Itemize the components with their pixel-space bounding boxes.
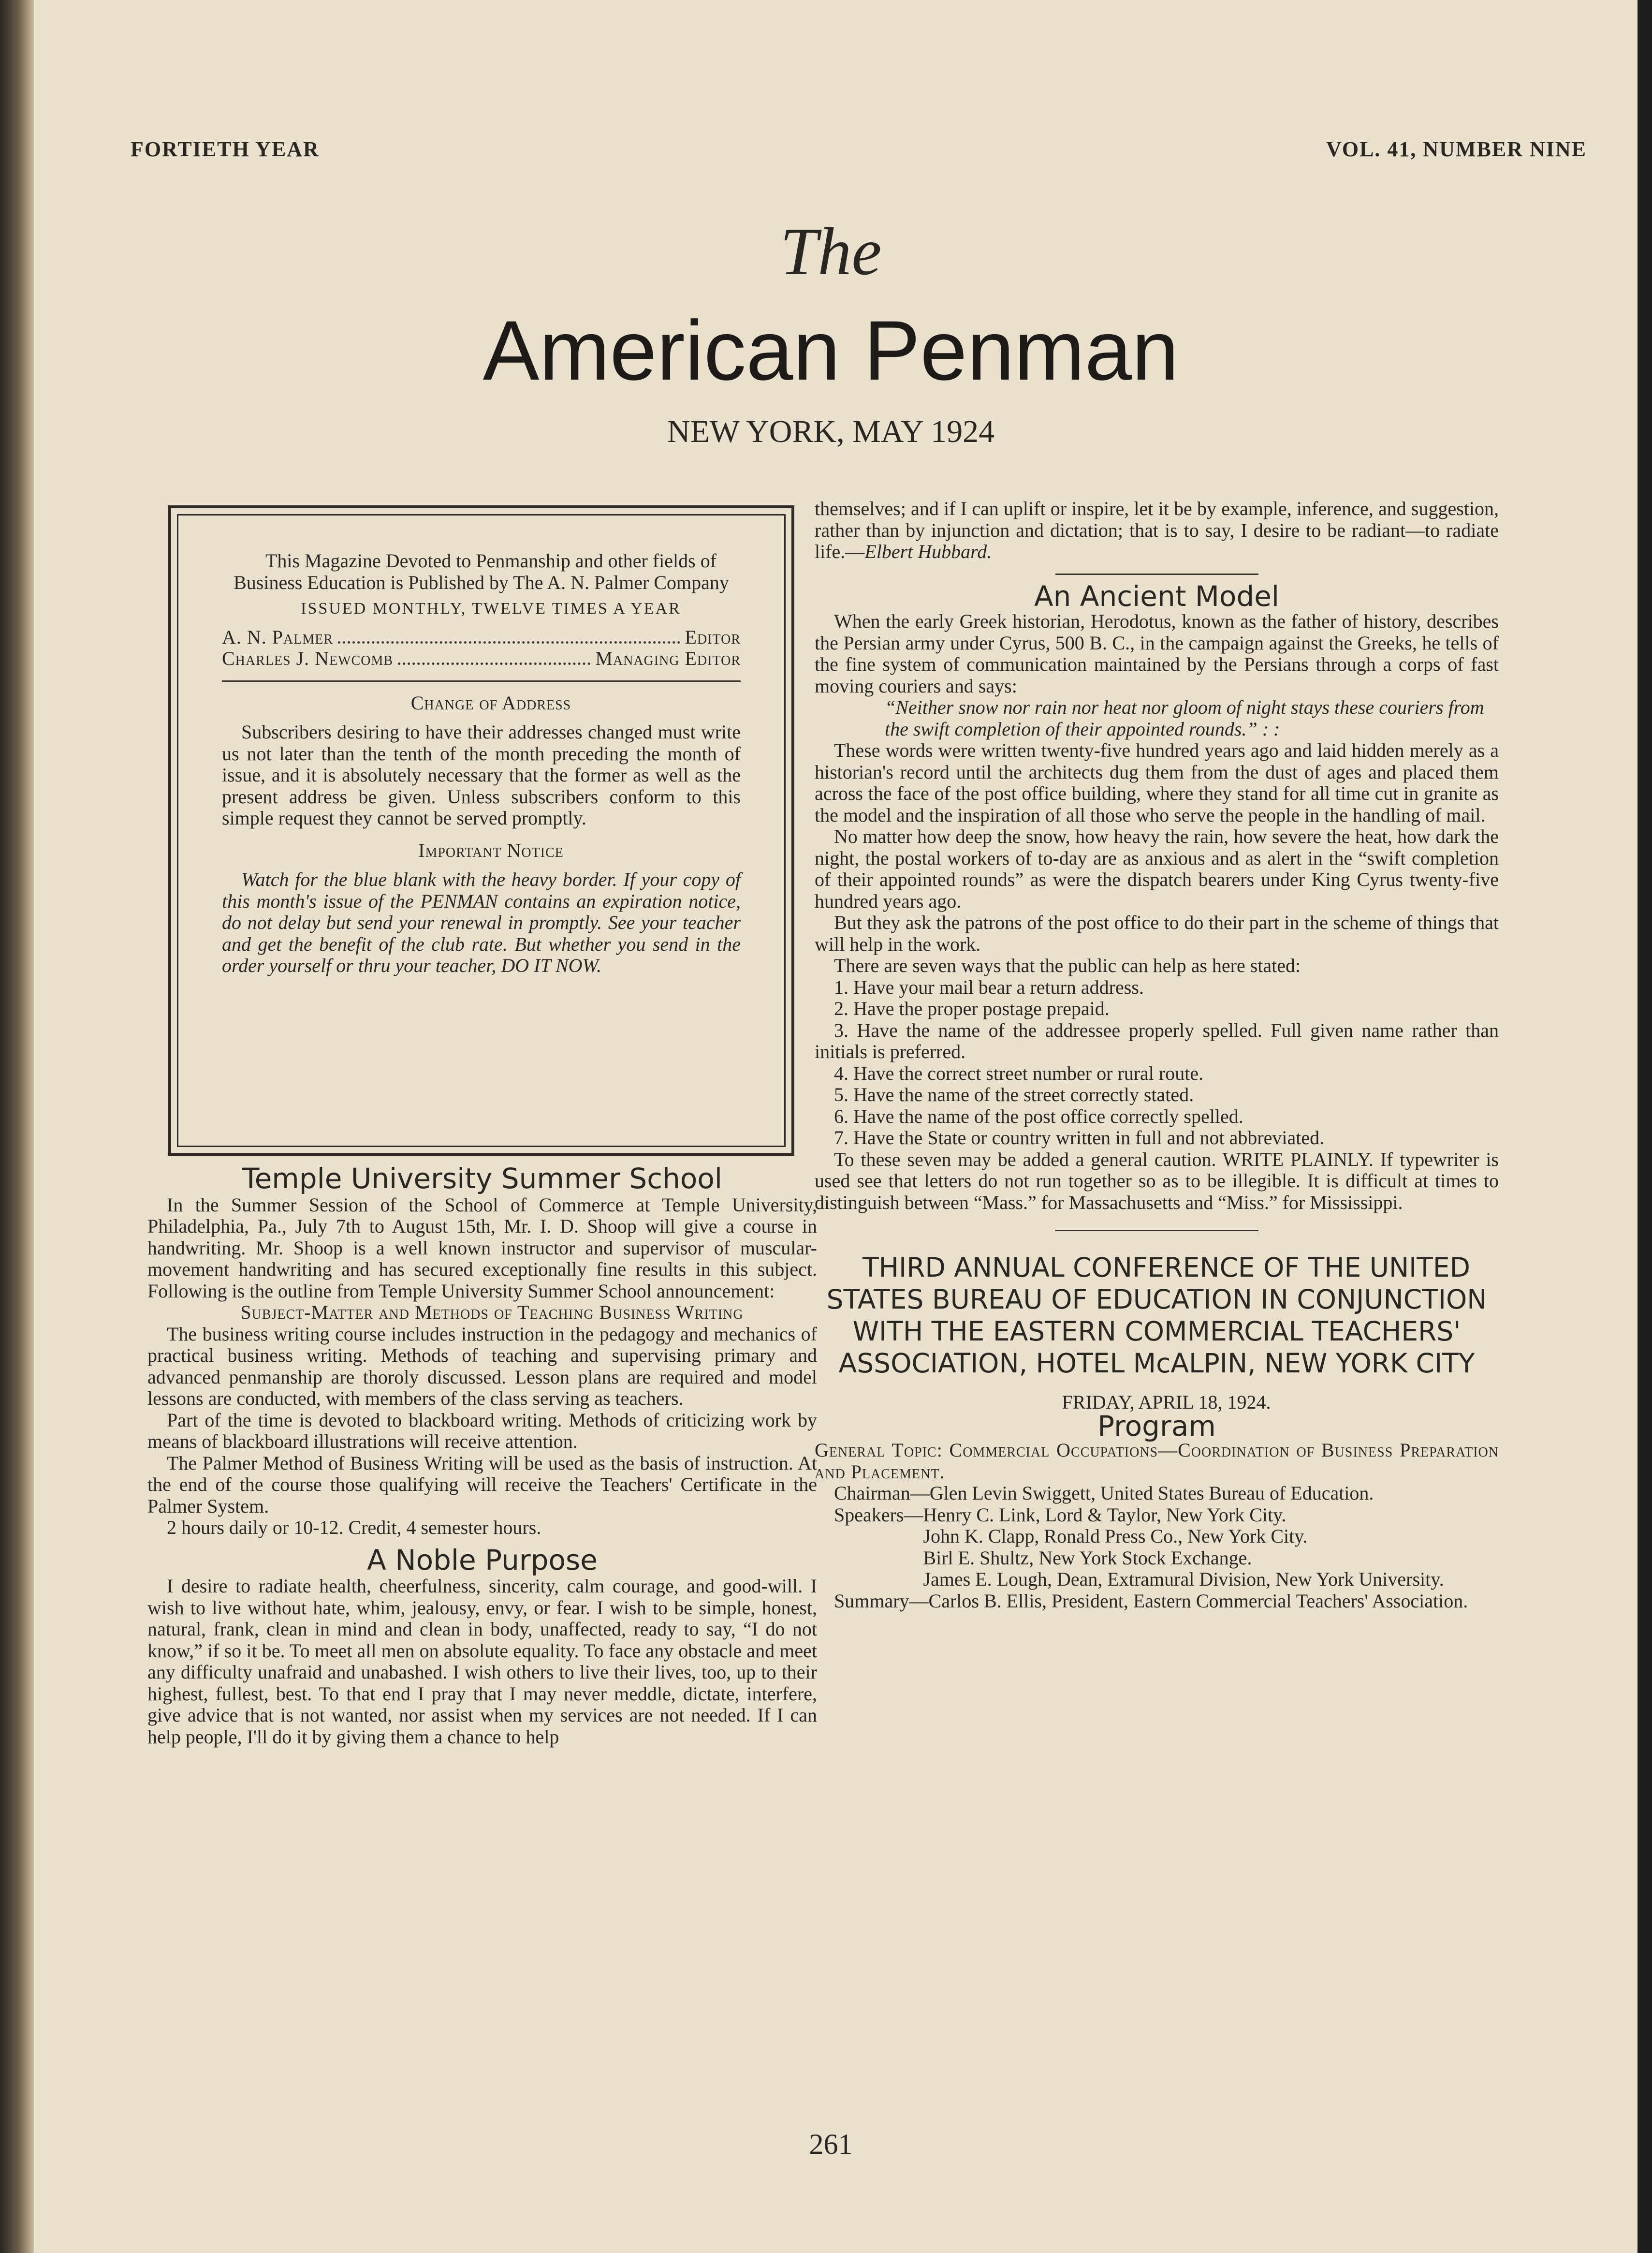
staff-name: A. N. Palmer	[222, 626, 334, 648]
temple-subhead: Subject-Matter and Methods of Teaching Business Writing	[240, 1301, 744, 1323]
list-item: 1. Have your mail bear a return address.	[834, 976, 1144, 998]
list-item: 3. Have the name of the addressee properly spelled. Full given name rather than initials is preferred.	[815, 1019, 1499, 1062]
publisher-notice-box	[168, 505, 794, 1156]
dot-leader	[398, 659, 590, 665]
dot-leader	[338, 637, 680, 644]
ancient-heading: An Ancient Model	[1034, 579, 1280, 613]
divider	[222, 680, 741, 682]
left-column	[147, 1162, 817, 1748]
conference-date: FRIDAY, APRIL 18, 1924.	[1062, 1391, 1271, 1413]
ancient-paragraph: When the early Greek historian, Herodotus, known as the father of history, describes the Persian army under Cyrus, 500 B. C., in the campaign against the Greeks, he tells of the fine system of communication maintained by the Persians through a corps of fast moving couriers and says:	[815, 610, 1499, 697]
list-item: 4. Have the correct street number or rural route.	[834, 1062, 1204, 1084]
temple-paragraph: The Palmer Method of Business Writing will be used as the basis of instruction. At the end of the course those qualifying will receive the Teachers' Certificate in the Palmer System.	[147, 1452, 817, 1517]
program-heading: Program	[1097, 1409, 1216, 1443]
staff-role: Managing Editor	[595, 648, 741, 669]
magazine-page	[34, 0, 1637, 2253]
list-item: 2. Have the proper postage prepaid.	[834, 998, 1110, 1019]
temple-paragraph: Part of the time is devoted to blackboard writing. Methods of criticizing work by means of blackboard illustrations will receive attention.	[147, 1409, 817, 1452]
list-item: 5. Have the name of the street correctly stated.	[834, 1084, 1194, 1105]
noble-continuation-text: themselves; and if I can uplift or inspire, let it be by example, inference, and suggestion, rather than by injunction and dictation; that is to say, I desire to be radiant—to radiate life.—	[815, 498, 1499, 562]
noble-continuation	[815, 498, 1499, 563]
section-rule	[1055, 1230, 1258, 1231]
staff-name: Charles J. Newcomb	[222, 648, 394, 669]
speakers-label: Speakers—	[834, 1503, 923, 1526]
notice-box-inner	[177, 514, 786, 1147]
change-address-text: Subscribers desiring to have their addresses changed must write us not later than the tenth of the month preceding the month of issue, and it is absolutely necessary that the former as well as the present address be given. Unless subscribers conform to this simple request they cannot be served promptly.	[222, 721, 741, 829]
temple-paragraph: In the Summer Session of the School of Commerce at Temple University, Philadelphia, Pa., July 7th to August 15th, Mr. I. D. Shoop will give a course in handwriting. Mr. Shoop is a well known instructor and supervisor of muscular-movement handwriting and has secured exceptionally fine results in this subject. Following is the outline from Temple University Summer School announcement:	[147, 1193, 817, 1302]
program-chairman: Chairman—Glen Levin Swiggett, United States Bureau of Education.	[834, 1482, 1374, 1504]
change-address-heading: Change of Address	[410, 692, 571, 714]
issue-dateline: NEW YORK, MAY 1924	[667, 414, 995, 449]
list-item: 7. Have the State or country written in full and not abbreviated.	[834, 1127, 1325, 1149]
ancient-paragraph: No matter how deep the snow, how heavy the rain, how severe the heat, how dark the night, the postal workers of to-day are as anxious and as alert in the “swift completion of their appointed rounds” as were the dispatch bearers under King Cyrus twenty-five hundred years ago.	[815, 825, 1499, 912]
important-notice-text: Watch for the blue blank with the heavy border. If your copy of this month's issue of the PENMAN contains an expiration notice, do not delay but send your renewal in promptly. See your teacher and get the benefit of the club rate. But whether you send in the order yourself or thru your teacher, DO IT NOW.	[222, 869, 741, 976]
staff-row-editor	[222, 627, 741, 648]
ancient-paragraph: These words were written twenty-five hundred years ago and laid hidden merely as a historian's record until the architects dug them from the dust of ages and placed them across the face of the post office building, where they stand for all time cut in granite as the model and the inspiration of all those who serve the people in the handling of mail.	[815, 739, 1499, 826]
temple-paragraph: 2 hours daily or 10-12. Credit, 4 semester hours.	[167, 1517, 541, 1538]
speaker: John K. Clapp, Ronald Press Co., New York City.	[923, 1525, 1308, 1547]
staff-role: Editor	[685, 626, 741, 648]
temple-heading: Temple University Summer School	[242, 1162, 722, 1195]
ancient-paragraph: To these seven may be added a general caution. WRITE PLAINLY. If typewriter is used see that letters do not run together so as to be illegible. It is difficult at times to distinguish between “Mass.” for Massachusetts and “Miss.” for Mississippi.	[815, 1148, 1499, 1213]
temple-paragraph: The business writing course includes instruction in the pedagogy and mechanics of practical business writing. Methods of teaching and supervising primary and advanced penmanship are thoroly discussed. Lesson plans are required and model lessons are conducted, with members of the class serving as teachers.	[147, 1323, 817, 1409]
staff-row-managing-editor	[222, 648, 741, 670]
right-column	[815, 498, 1499, 1612]
publisher-intro: This Magazine Devoted to Penmanship and other fields of Business Education is Published by The A. N. Palmer Company	[234, 550, 729, 593]
speaker: Henry C. Link, Lord & Taylor, New York City.	[923, 1503, 1287, 1526]
noble-paragraph: I desire to radiate health, cheerfulness, sincerity, calm courage, and good-will. I wish to live without hate, whim, jealousy, envy, or fear. I wish to be simple, honest, natural, frank, clean in mind and clean in body, unaffected, ready to say, “I do not know,” if so it be. To meet all men on absolute equality. To face any obstacle and meet any difficulty unafraid and unabashed. I wish others to live their lives, too, up to their highest, fullest, best. To that end I pray that I may never meddle, dictate, interfere, give advice that is not wanted, nor assist when my services are not needed. If I can help people, I'll do it by giving them a chance to help	[147, 1575, 817, 1748]
issued-line: ISSUED MONTHLY, TWELVE TIMES A YEAR	[301, 600, 681, 618]
section-rule	[1055, 574, 1258, 575]
program-speakers	[815, 1504, 1499, 1590]
speaker: James E. Lough, Dean, Extramural Division, New York University.	[923, 1568, 1444, 1590]
speaker: Birl E. Shultz, New York Stock Exchange.	[923, 1546, 1252, 1569]
important-notice-heading: Important Notice	[418, 839, 564, 861]
ancient-paragraph: But they ask the patrons of the post office to do their part in the scheme of things that will help in the work.	[815, 912, 1499, 955]
book-spine-shadow	[0, 0, 34, 2253]
program-topic: General Topic: Commercial Occupations—Coordination of Business Preparation and Placement.	[815, 1439, 1499, 1483]
program-summary: Summary—Carlos B. Ellis, President, Eastern Commercial Teachers' Association.	[834, 1590, 1468, 1612]
speakers-list	[923, 1504, 1499, 1590]
conference-heading: THIRD ANNUAL CONFERENCE OF THE UNITED STATES BUREAU OF EDUCATION IN CONJUNCTION WITH THE EASTERN COMMERCIAL TEACHERS' ASSOCIATION, HOTEL McALPIN, NEW YORK CITY	[826, 1252, 1487, 1379]
running-header-right: VOL. 41, NUMBER NINE	[1326, 137, 1587, 161]
page-number: 261	[809, 2128, 853, 2160]
running-header-left: FORTIETH YEAR	[131, 137, 320, 161]
list-item: 6. Have the name of the post office correctly spelled.	[834, 1105, 1243, 1127]
masthead-title: American Penman	[482, 304, 1179, 398]
noble-heading: A Noble Purpose	[367, 1543, 598, 1576]
noble-author: Elbert Hubbard.	[864, 541, 992, 562]
ancient-quote: “Neither snow nor rain nor heat nor gloom of night stays these couriers from the swift completion of their appointed rounds.” : :	[885, 696, 1484, 740]
ancient-paragraph: There are seven ways that the public can help as here stated:	[834, 955, 1301, 976]
masthead-the: The	[780, 214, 882, 289]
